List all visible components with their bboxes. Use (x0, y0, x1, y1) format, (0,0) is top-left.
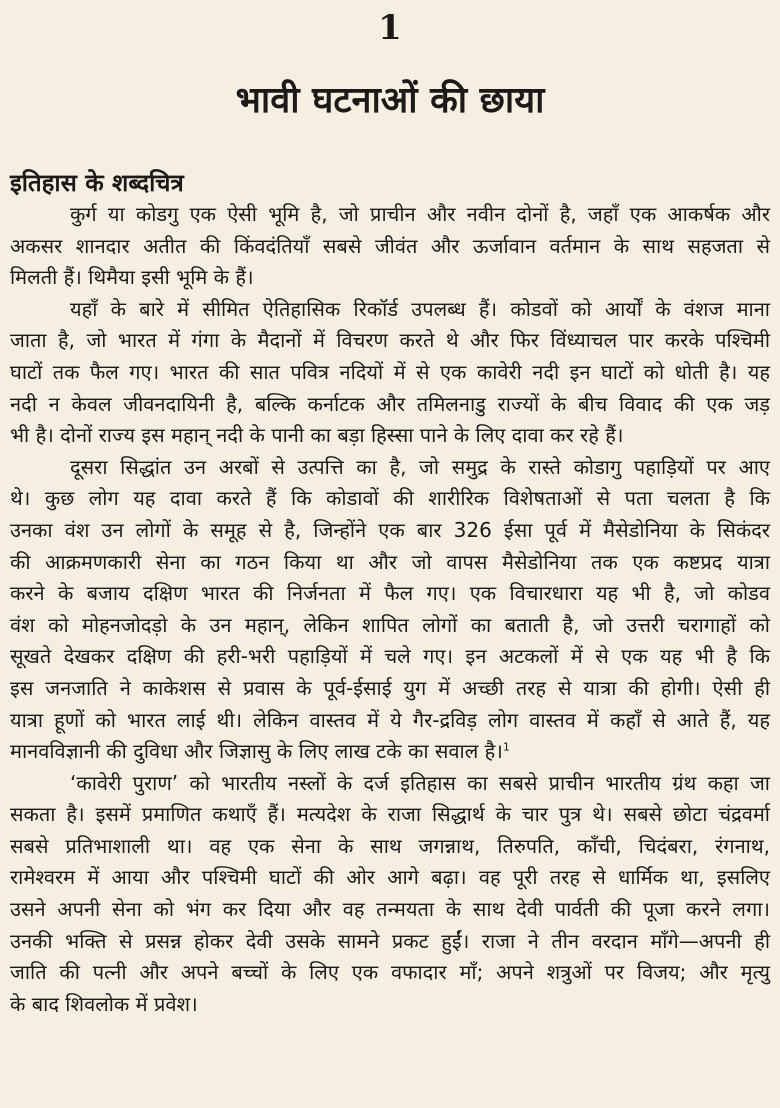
line-text: उनकी भक्ति से प्रसन्न होकर देवी उसके सामने प्रकट हुईं। राजा ने तीन वरदान माँगे—अपनी ही (10, 928, 770, 953)
section-heading: इतिहास के शब्दचित्र (10, 169, 184, 197)
text-line (10, 483, 770, 515)
line-text: कुर्ग या कोडगु एक ऐसी भूमि है, जो प्राचीन और नवीन दोनों है, जहाँ एक आकर्षक और (70, 202, 770, 226)
text-line (10, 768, 770, 800)
text-line (10, 641, 770, 673)
text-line (10, 199, 770, 231)
text-line (10, 262, 770, 294)
line-text: अकसर शानदार अतीत की किंवदंतियाँ सबसे जीवंत और ऊर्जावान वर्तमान के साथ सहजता से (10, 233, 770, 258)
text-line (10, 547, 770, 579)
line-text: ‘कावेरी पुराण’ को भारतीय नस्लों के दर्ज इतिहास का सबसे प्राचीन भारतीय ग्रंथ कहा जा (70, 770, 770, 795)
text-line (10, 957, 770, 989)
text-line (10, 515, 770, 547)
text-line (10, 799, 770, 831)
text-line (10, 989, 770, 1021)
text-line (10, 420, 770, 452)
text-line (10, 673, 770, 705)
line-text: इस जनजाति ने काकेशस से प्रवास के पूर्व-ईसाई युग में अच्छी तरह से यात्रा की होगी। ऐसी ही (10, 675, 770, 700)
line-text: दूसरा सिद्धांत उन अरबों से उत्पत्ति का है, जो समुद्र के रास्ते कोडागु पहाड़ियों पर आए (70, 454, 770, 479)
line-text: जाति की पत्नी और अपने बच्चों के लिए एक वफादार माँ; अपने शत्रुओं पर विजय; और मृत्यु (10, 960, 770, 985)
paragraph (10, 768, 770, 1021)
text-line (10, 926, 770, 958)
text-line (10, 231, 770, 263)
line-text: मानवविज्ञानी की दुविधा और जिज्ञासु के लिए लाख टके का सवाल है। (10, 739, 503, 764)
line-text: रामेश्वरम में आया और पश्चिमी घाटों की ओर आगे बढ़ा। वह पूरी तरह से धार्मिक था, इसलिए (10, 865, 770, 890)
text-line (10, 736, 770, 768)
line-text: मिलती हैं। थिमैया इसी भूमि के हैं। (10, 265, 254, 290)
line-text: घाटों तक फैल गए। भारत की सात पवित्र नदियों में से एक कावेरी नदी इन घाटों को धोती है। यह (10, 359, 770, 384)
paragraph (10, 452, 770, 768)
text-line (10, 357, 770, 389)
body-text (10, 199, 770, 1020)
line-text: वंश को मोहनजोदड़ो के उन महान्, लेकिन शापित लोगों का बताती है, जो उत्तरी चरागाहों को (10, 612, 770, 637)
footnote-marker: 1 (502, 740, 510, 754)
line-text: थे। कुछ लोग यह दावा करते हैं कि कोडावों की शारीरिक विशेषताओं से पता चलता है कि (10, 486, 770, 511)
paragraph (10, 199, 770, 294)
text-line (10, 294, 770, 326)
text-line (10, 894, 770, 926)
line-text: सकता है। इसमें प्रमाणित कथाएँ हैं। मत्यदेश के राजा सिद्धार्थ के चार पुत्र थे। सबसे छोटा चंद्रवर्मा (10, 802, 770, 827)
text-line (10, 325, 770, 357)
line-text: उनका वंश उन लोगों के समूह से है, जिन्होंने एक बार 326 ईसा पूर्व में मैसेडोनिया के सिकंदर (10, 517, 770, 542)
line-text: सबसे प्रतिभाशाली था। वह एक सेना के साथ जगन्नाथ, तिरुपति, काँची, चिदंबरा, रंगनाथ, (10, 833, 770, 858)
chapter-number: 1 (378, 8, 402, 48)
paragraph (10, 294, 770, 452)
chapter-title: भावी घटनाओं की छाया (235, 80, 545, 121)
line-text: उसने अपनी सेना को भंग कर दिया और वह तन्मयता के साथ देवी पार्वती की पूजा करने लगा। (10, 897, 770, 922)
text-line (10, 578, 770, 610)
line-text: के बाद शिवलोक में प्रवेश। (10, 991, 198, 1016)
line-text: भी है। दोनों राज्य इस महान् नदी के पानी का बड़ा हिस्सा पाने के लिए दावा कर रहे हैं। (10, 423, 624, 448)
text-line (10, 831, 770, 863)
line-text: यहाँ के बारे में सीमित ऐतिहासिक रिकॉर्ड उपलब्ध हैं। कोडवों को आर्यों के वंशज माना (70, 296, 770, 321)
line-text: सूखते देखकर दक्षिण की हरी-भरी पहाड़ियों में चले गए। इन अटकलों में से एक यह भी है कि (10, 644, 770, 669)
line-text: करने के बजाय दक्षिण भारत की निर्जनता में फैल गए। एक विचारधारा यह भी है, जो कोडव (10, 581, 770, 606)
line-text: यात्रा हूणों को भारत लाई थी। लेकिन वास्तव में ये गैर-द्रविड़ लोग वास्तव में कहाँ से आते हैं, यह (10, 707, 770, 732)
line-text: जाता है, जो भारत में गंगा के मैदानों में विचरण करते थे और फिर विंध्याचल पार करके पश्चिमी (10, 328, 770, 353)
text-line (10, 610, 770, 642)
text-line (10, 452, 770, 484)
text-line (10, 705, 770, 737)
line-text: नदी न केवल जीवनदायिनी है, बल्कि कर्नाटक और तमिलनाडु राज्यों के बीच विवाद की एक जड़ (10, 391, 770, 416)
text-line (10, 862, 770, 894)
text-line (10, 389, 770, 421)
line-text: की आक्रमणकारी सेना का गठन किया था और जो वापस मैसेडोनिया तक एक कष्टप्रद यात्रा (10, 549, 770, 574)
